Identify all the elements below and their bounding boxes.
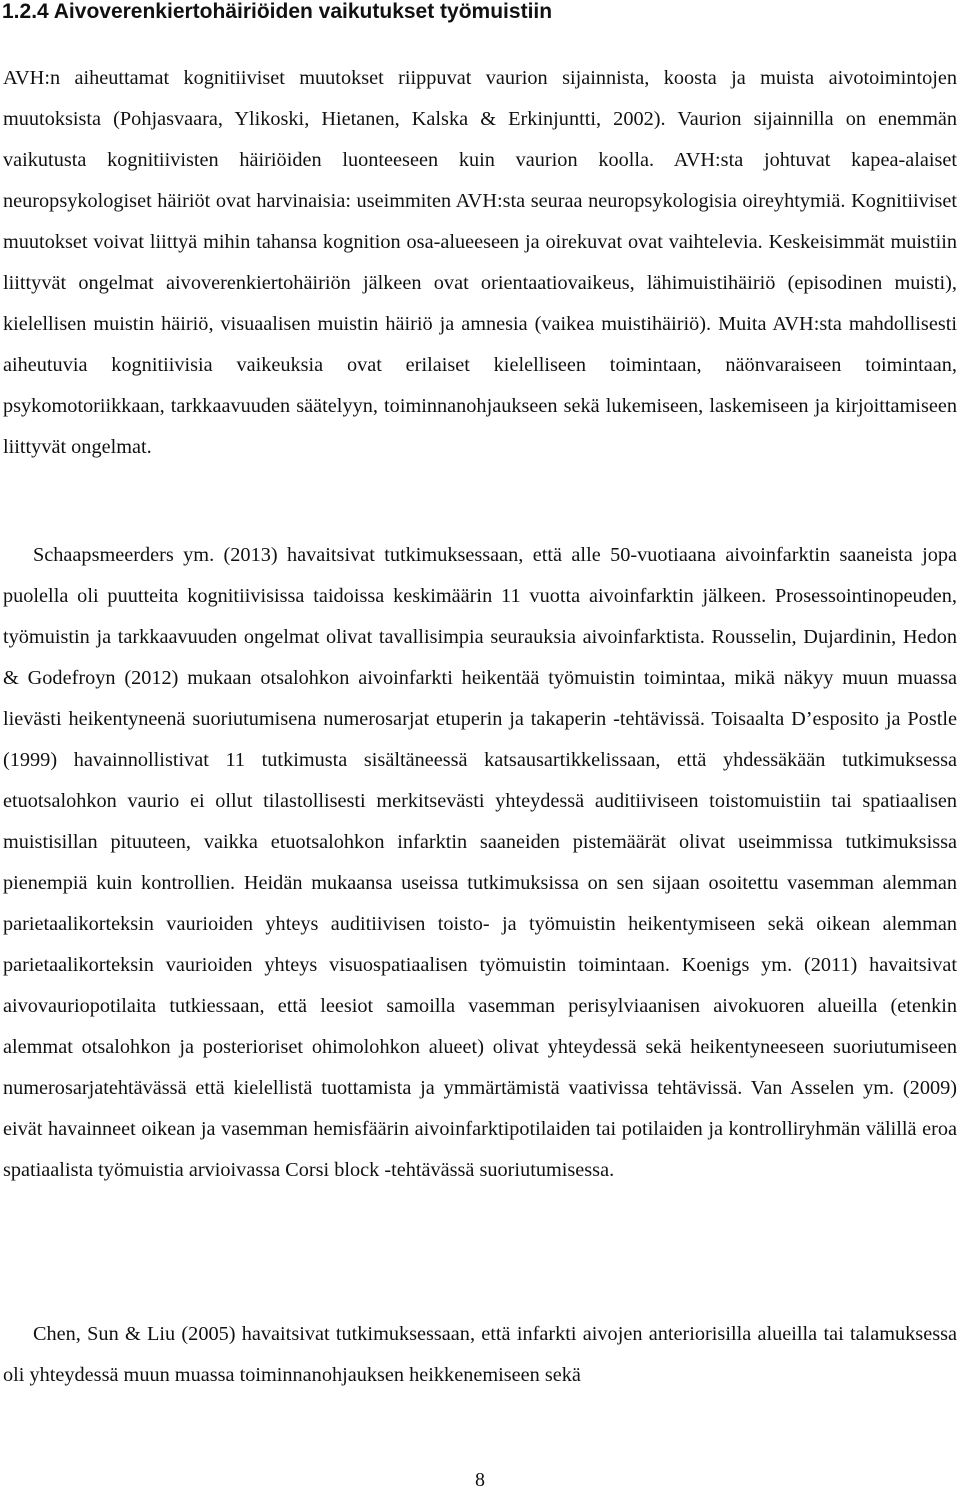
section-heading: 1.2.4 Aivoverenkiertohäiriöiden vaikutukset työmuistiin [2,0,553,23]
paragraph-chen-study: Chen, Sun & Liu (2005) havaitsivat tutkimuksessaan, että infarkti aivojen anteriorisilla alueilla tai talamuksessa oli yhteydessä muun muassa toiminnanohjauksen heikkenemiseen sekä [3,1323,957,1386]
paragraph-cognitive-changes: AVH:n aiheuttamat kognitiiviset muutokset riippuvat vaurion sijainnista, koosta ja muista aivotoimintojen muutoksista (Pohjasvaara, Ylikoski, Hietanen, Kalska & Erkinjuntti, 2002). Vaurion sijainnilla on enemmän vaikutusta kognitiivisten häiriöiden luonteeseen kuin vaurion koolla. AVH:sta johtuvat kapea-alaiset neuropsykologiset häiriöt ovat harvinaisia: useimmiten AVH:sta seuraa neuropsykologisia oireyhtymiä. Kognitiiviset muutokset voivat liittyä mihin tahansa kognition osa-alueeseen ja oirekuvat ovat vaihtelevia. Keskeisimmät muistiin liittyvät ongelmat aivoverenkiertohäiriön jälkeen ovat orientaatiovaikeus, lähimuistihäiriö (episodinen muisti), kielellisen muistin häiriö, visuaalisen muistin häiriö ja amnesia (vaikea muistihäiriö). Muita AVH:sta mahdollisesti aiheutuvia kognitiivisia vaikeuksia ovat erilaiset kielelliseen toimintaan, näönvaraiseen toimintaan, psykomotoriikkaan, tarkkaavuuden säätelyyn, toiminnanohjaukseen sekä lukemiseen, laskemiseen ja kirjoittamiseen liittyvät ongelmat. [3,67,957,458]
page-number: 8 [475,1469,485,1491]
paragraph-research-findings: Schaapsmeerders ym. (2013) havaitsivat tutkimuksessaan, että alle 50-vuotiaana aivoinfarktin saaneista jopa puolella oli puutteita kognitiivisissa taidoissa keskimäärin 11 vuotta aivoinfarktin jälkeen. Prosessointinopeuden, työmuistin ja tarkkaavuuden ongelmat olivat tavallisimpia seurauksia aivoinfarktista. Rousselin, Dujardinin, Hedon & Godefroyn (2012) mukaan otsalohkon aivoinfarkti heikentää työmuistin toimintaa, mikä näkyy muun muassa lievästi heikentyneenä suoriutumisena numerosarjat etuperin ja takaperin -tehtävissä. Toisaalta D’esposito ja Postle (1999) havainnollistivat 11 tutkimusta sisältäneessä katsausartikkelissaan, että yhdessäkään tutkimuksessa etuotsalohkon vaurio ei ollut tilastollisesti merkitsevästi yhteydessä auditiiviseen toistomuistiin tai spatiaalisen muistisillan pituuteen, vaikka etuotsalohkon infarktin saaneiden pistemäärät olivat useimmissa tutkimuksissa pienempiä kuin kontrollien. Heidän mukaansa useissa tutkimuksissa on sen sijaan osoitettu vasemman alemman parietaalikorteksin vaurioiden yhteys auditiivisen toisto- ja työmuistin heikentymiseen sekä oikean alemman parietaalikorteksin vaurioiden yhteys visuospatiaalisen työmuistin toimintaan. Koenigs ym. (2011) havaitsivat aivovauriopotilaita tutkiessaan, että leesiot samoilla vasemman perisylviaanisen aivokuoren alueilla (etenkin alemmat otsalohkon ja posterioriset ohimolohkon alueet) olivat yhteydessä sekä heikentyneeseen suoriutumiseen numerosarjatehtävässä että kielellistä tuottamista ja ymmärtämistä vaativissa tehtävissä. Van Asselen ym. (2009) eivät havainneet oikean ja vasemman hemisfäärin aivoinfarktipotilaiden tai potilaiden ja kontrolliryhmän välillä eroa spatiaalista työmuistia arvioivassa Corsi block -tehtävässä suoriutumisessa. [3,544,957,1181]
